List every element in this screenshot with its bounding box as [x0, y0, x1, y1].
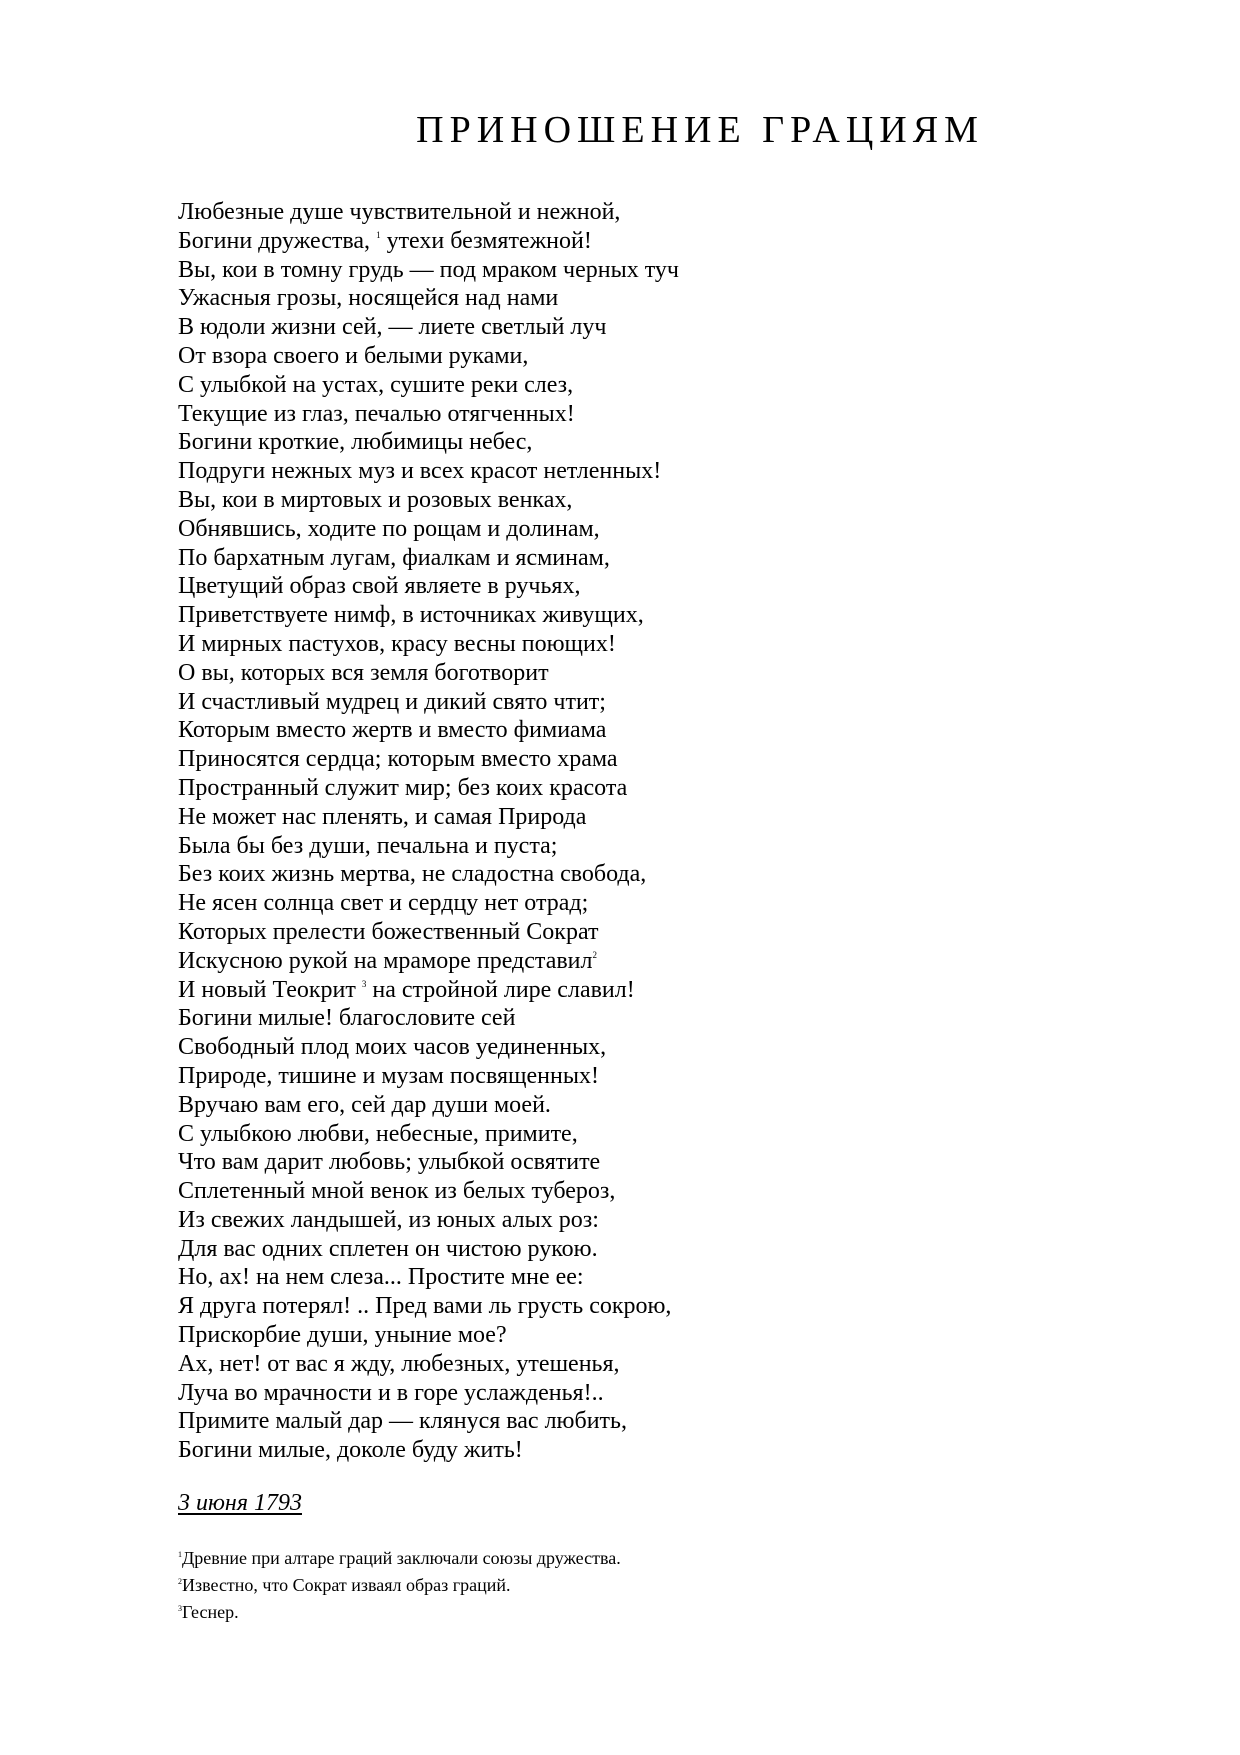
footnote: [178, 1599, 621, 1626]
poem-line: [178, 371, 1078, 400]
poem-line: [178, 1091, 1078, 1120]
poem-line: [178, 457, 1078, 486]
poem-line: [178, 976, 1078, 1005]
poem-line-text: Искусною рукой на мраморе представил: [178, 947, 593, 974]
poem-line: [178, 716, 1078, 745]
poem-line: [178, 428, 1078, 457]
poem-line: [178, 227, 1078, 256]
poem-line: [178, 198, 1078, 227]
poem-line-text: О вы, которых вся земля боготворит: [178, 659, 549, 686]
poem-line-text: Была бы без души, печальна и пуста;: [178, 832, 558, 859]
poem-line-text: Богини дружества,: [178, 227, 371, 254]
footnotes: [178, 1545, 621, 1626]
poem-line-text: Пространный служит мир; без коих красота: [178, 774, 628, 801]
poem-line-text: Текущие из глаз, печалью отягченных!: [178, 400, 575, 427]
poem-line-text: От взора своего и белыми руками,: [178, 342, 529, 369]
poem-line: [178, 1004, 1078, 1033]
poem-line: [178, 1436, 1078, 1465]
poem-line: [178, 1033, 1078, 1062]
poem-line: [178, 1062, 1078, 1091]
poem-line: [178, 342, 1078, 371]
poem-line: [178, 572, 1078, 601]
poem-line: [178, 1407, 1078, 1436]
poem-line: [178, 1120, 1078, 1149]
poem-line-text: И счастливый мудрец и дикий свято чтит;: [178, 688, 606, 715]
poem-line-text: Подруги нежных муз и всех красот нетленных!: [178, 458, 662, 485]
footnote-text: Геснер.: [182, 1602, 239, 1622]
poem-line-text: Цветущий образ свой являете в ручьях,: [178, 573, 581, 600]
poem-line-text: Обнявшись, ходите по рощам и долинам,: [178, 515, 600, 542]
footnote: [178, 1545, 621, 1572]
poem-line-text: С улыбкою любви, небесные, примите,: [178, 1120, 578, 1147]
poem-line-text: Без коих жизнь мертва, не сладостна свобода,: [178, 861, 647, 888]
footnote-marker: 1: [376, 229, 381, 240]
poem-line: [178, 860, 1078, 889]
poem-line-text: Богини милые! благословите сей: [178, 1005, 516, 1032]
poem-line: [178, 1148, 1078, 1177]
poem-line-text-continued: на стройной лире славил!: [372, 976, 635, 1003]
poem-line: [178, 1379, 1078, 1408]
poem-line: [178, 284, 1078, 313]
poem-line-text: Прискорбие души, уныние мое?: [178, 1322, 507, 1349]
poem-line: [178, 313, 1078, 342]
footnote-text: Известно, что Сократ изваял образ граций.: [182, 1575, 511, 1595]
poem-line-text: Приносятся сердца; которым вместо храма: [178, 746, 618, 773]
poem-line-text: Из свежих ландышей, из юных алых роз:: [178, 1206, 599, 1233]
poem-line-text-continued: утехи безмятежной!: [386, 227, 592, 254]
footnote-marker: 2: [592, 949, 598, 960]
poem-line-text: Не может нас пленять, и самая Природа: [178, 803, 587, 830]
poem-line: [178, 803, 1078, 832]
poem-line-text: Приветствуете нимф, в источниках живущих,: [178, 602, 644, 629]
poem-line: [178, 1350, 1078, 1379]
poem-line-text: Ужасныя грозы, носящейся над нами: [178, 285, 559, 312]
poem-line-text: Для вас одних сплетен он чистою рукою.: [178, 1235, 598, 1262]
poem-line: [178, 889, 1078, 918]
poem-line: [178, 486, 1078, 515]
poem-line: [178, 1292, 1078, 1321]
footnote-marker: 3: [361, 978, 367, 989]
poem-line: [178, 630, 1078, 659]
poem-body: [178, 198, 1078, 1465]
poem-line-text: С улыбкой на устах, сушите реки слез,: [178, 371, 574, 398]
poem-line: [178, 400, 1078, 429]
poem-title: ПРИНОШЕНИЕ ГРАЦИЯМ: [416, 109, 984, 151]
poem-line-text: По бархатным лугам, фиалкам и ясминам,: [178, 544, 610, 571]
poem-line-text: Но, ах! на нем слеза... Простите мне ее:: [178, 1264, 584, 1291]
poem-line: [178, 1321, 1078, 1350]
poem-line: [178, 745, 1078, 774]
poem-line-text: Любезные душе чувствительной и нежной,: [178, 199, 621, 225]
poem-line: [178, 659, 1078, 688]
poem-line-text: И мирных пастухов, красу весны поющих!: [178, 630, 616, 657]
footnote-number: 1: [178, 1550, 182, 1559]
poem-line: [178, 544, 1078, 573]
footnote-number: 3: [178, 1604, 182, 1613]
poem-line-text: Которым вместо жертв и вместо фимиама: [178, 717, 607, 744]
poem-line: [178, 515, 1078, 544]
poem-line: [178, 1177, 1078, 1206]
poem-line-text: Ах, нет! от вас я жду, любезных, утешенья,: [178, 1350, 620, 1377]
poem-line: [178, 1206, 1078, 1235]
poem-line-text: Сплетенный мной венок из белых тубероз,: [178, 1178, 616, 1205]
poem-line-text: Что вам дарит любовь; улыбкой освятите: [178, 1149, 601, 1176]
poem-line: [178, 1263, 1078, 1292]
poem-line: [178, 601, 1078, 630]
poem-line-text: И новый Теокрит: [178, 976, 356, 1003]
poem-line-text: Не ясен солнца свет и сердцу нет отрад;: [178, 890, 589, 917]
poem-line-text: Богини милые, доколе буду жить!: [178, 1437, 523, 1464]
poem-line-text: В юдоли жизни сей, — лиете светлый луч: [178, 314, 607, 341]
poem-line: [178, 947, 1078, 976]
poem-line-text: Богини кроткие, любимицы небес,: [178, 429, 533, 456]
footnote-number: 2: [178, 1577, 182, 1586]
poem-line-text: Вручаю вам его, сей дар души моей.: [178, 1091, 551, 1118]
poem-line-text: Вы, кои в миртовых и розовых венках,: [178, 486, 573, 513]
poem-line-text: Вы, кои в томну грудь — под мраком черных туч: [178, 256, 679, 283]
poem-line-text: Природе, тишине и музам посвященных!: [178, 1062, 599, 1089]
poem-line-text: Свободный плод моих часов уединенных,: [178, 1034, 607, 1061]
poem-line-text: Луча во мрачности и в горе услажденья!..: [178, 1379, 604, 1406]
footnote: [178, 1572, 621, 1599]
poem-line-text: Примите малый дар — клянуся вас любить,: [178, 1408, 627, 1435]
poem-line-text: Я друга потерял! .. Пред вами ль грусть сокрою,: [178, 1293, 672, 1320]
poem-date: 3 июня 1793: [178, 1490, 302, 1516]
poem-line: [178, 774, 1078, 803]
footnote-text: Древние при алтаре граций заключали союзы дружества.: [182, 1548, 621, 1568]
poem-line: [178, 1235, 1078, 1264]
poem-line-text: Которых прелести божественный Сократ: [178, 918, 599, 945]
poem-line: [178, 256, 1078, 285]
poem-line: [178, 688, 1078, 717]
poem-line: [178, 918, 1078, 947]
poem-line: [178, 832, 1078, 861]
